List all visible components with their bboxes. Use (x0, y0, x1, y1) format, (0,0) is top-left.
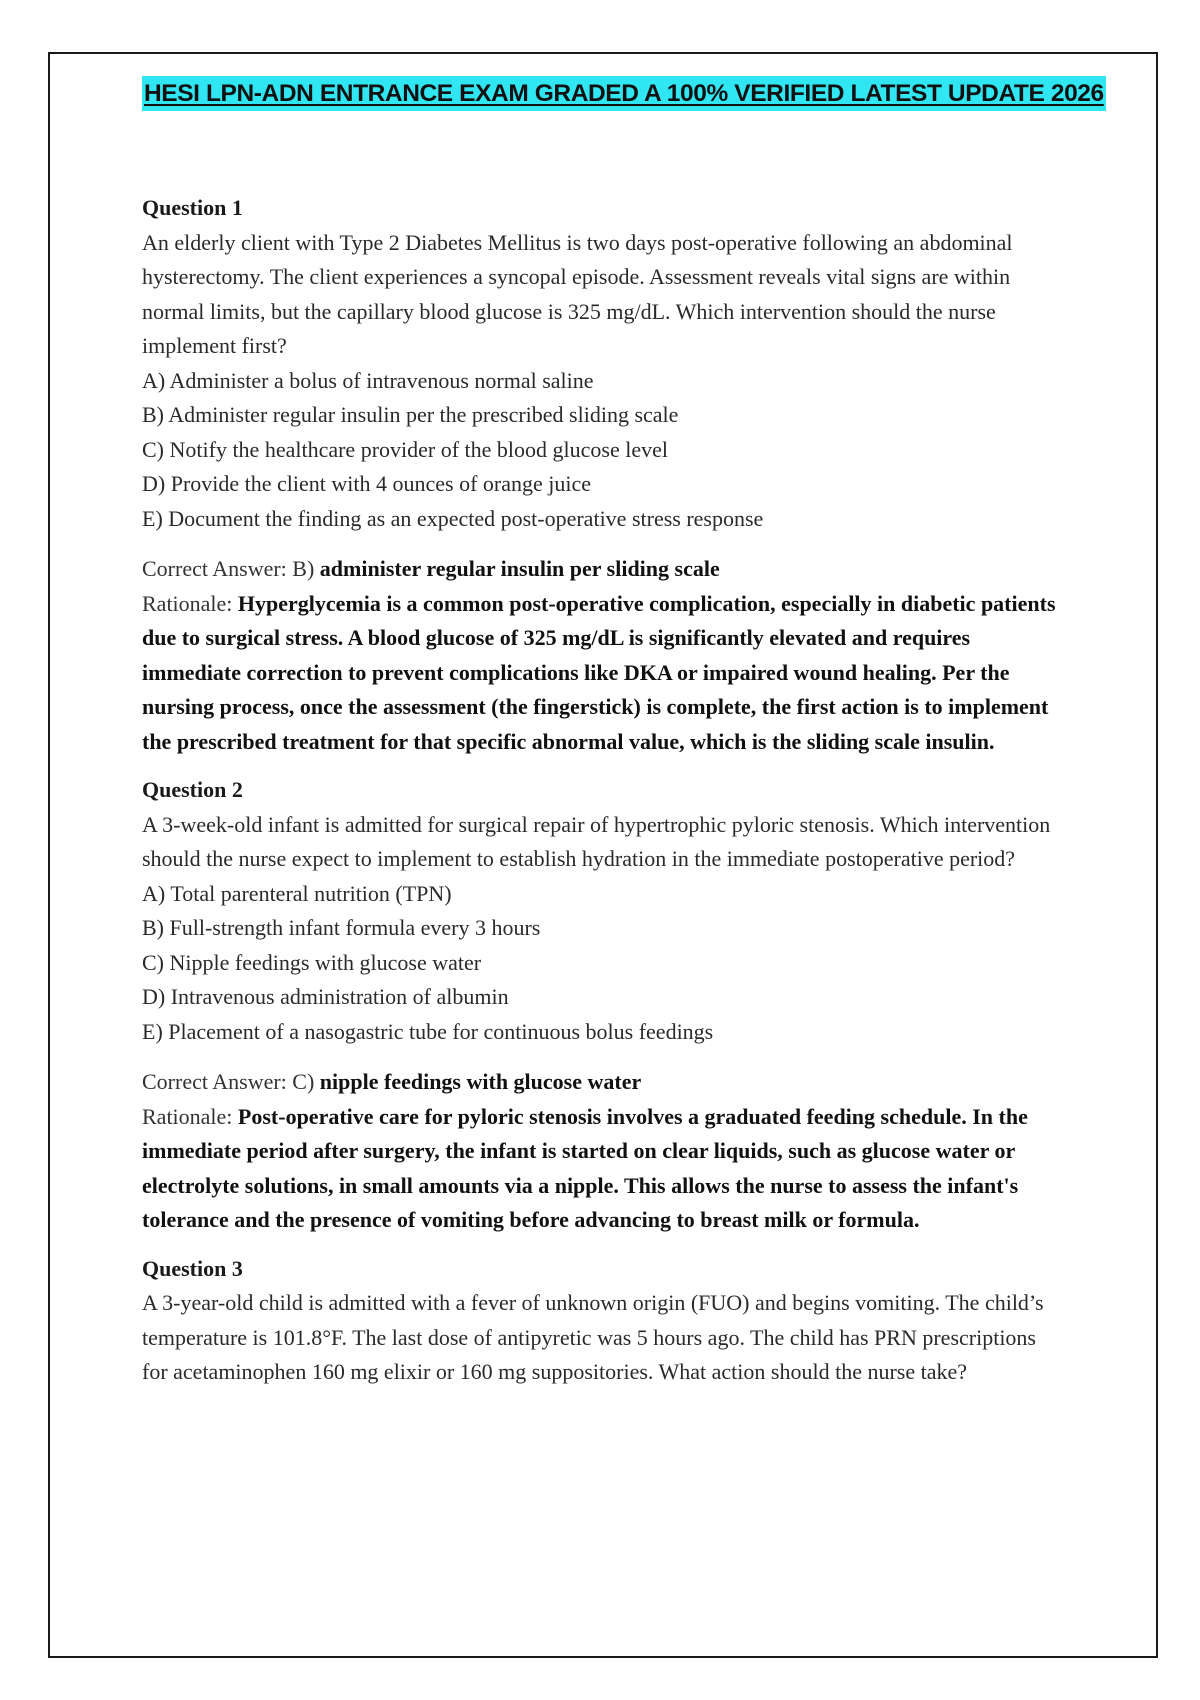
option-c: C) Notify the healthcare provider of the blood glucose level (142, 436, 668, 462)
question-stem: A 3-week-old infant is admitted for surgical repair of hypertrophic pyloric stenosis. Which intervention should the nurse expect to implement to establish hydration in the immediate postoperative period? (142, 811, 1051, 871)
question-heading: Question 2 (142, 777, 243, 802)
option-a: A) Administer a bolus of intravenous normal saline (142, 367, 594, 393)
rationale (142, 587, 1064, 760)
correct-answer (142, 1065, 1064, 1100)
document-title (142, 76, 1104, 111)
document-body (142, 76, 1104, 1390)
rationale-label: Rationale: (142, 1103, 233, 1129)
option-d: D) Intravenous administration of albumin (142, 984, 509, 1009)
correct-answer (142, 552, 1064, 587)
rationale (142, 1100, 1064, 1238)
correct-answer-label: Correct Answer: B) (142, 556, 315, 581)
option-d: D) Provide the client with 4 ounces of orange juice (142, 471, 592, 496)
rationale-label: Rationale: (142, 590, 233, 616)
option-e: E) Document the finding as an expected post-operative stress response (142, 505, 764, 531)
correct-answer-text: administer regular insulin per sliding scale (319, 556, 720, 581)
question-2 (142, 773, 1064, 1049)
option-e: E) Placement of a nasogastric tube for continuous bolus feedings (142, 1018, 714, 1044)
rationale-text: Post-operative care for pyloric stenosis involves a graduated feeding schedule. In the immediate period after surgery, the infant is started on clear liquids, such as glucose water or electrolyte solutions, in small amounts via a nipple. This allows the nurse to assess the infant's tolerance and the presence of vomiting before advancing to breast milk or formula. (142, 1103, 1028, 1232)
option-b: B) Administer regular insulin per the prescribed sliding scale (142, 402, 679, 427)
question-3 (142, 1252, 1064, 1390)
option-b: B) Full-strength infant formula every 3 hours (142, 915, 541, 940)
question-heading: Question 1 (142, 195, 243, 220)
question-heading: Question 3 (142, 1255, 243, 1281)
correct-answer-text: nipple feedings with glucose water (319, 1069, 642, 1094)
question-1 (142, 191, 1064, 536)
answer-block-1 (142, 552, 1064, 759)
title-highlight: HESI LPN-ADN ENTRANCE EXAM GRADED A 100% VERIFIED LATEST UPDATE 2026 (142, 76, 1106, 111)
question-stem: A 3-year-old child is admitted with a fever of unknown origin (FUO) and begins vomiting. The child’s temperature is 101.8°F. The last dose of antipyretic was 5 hours ago. The child has PRN prescriptions for acetaminophen 160 mg elixir or 160 mg suppositories. What action should the nurse take? (142, 1290, 1044, 1384)
rationale-text: Hyperglycemia is a common post-operative complication, especially in diabetic patients due to surgical stress. A blood glucose of 325 mg/dL is significantly elevated and requires immediate correction to prevent complications like DKA or impaired wound healing. Per the nursing process, once the assessment (the fingerstick) is complete, the first action is to implement the prescribed treatment for that specific abnormal value, which is the sliding scale insulin. (142, 590, 1056, 754)
option-a: A) Total parenteral nutrition (TPN) (142, 880, 452, 906)
question-stem: An elderly client with Type 2 Diabetes Mellitus is two days post-operative following an abdominal hysterectomy. The client experiences a syncopal episode. Assessment reveals vital signs are within normal limits, but the capillary blood glucose is 325 mg/dL. Which intervention should the nurse implement first? (142, 229, 1013, 358)
option-c: C) Nipple feedings with glucose water (142, 949, 482, 975)
answer-block-2 (142, 1065, 1064, 1238)
correct-answer-label: Correct Answer: C) (142, 1069, 315, 1094)
